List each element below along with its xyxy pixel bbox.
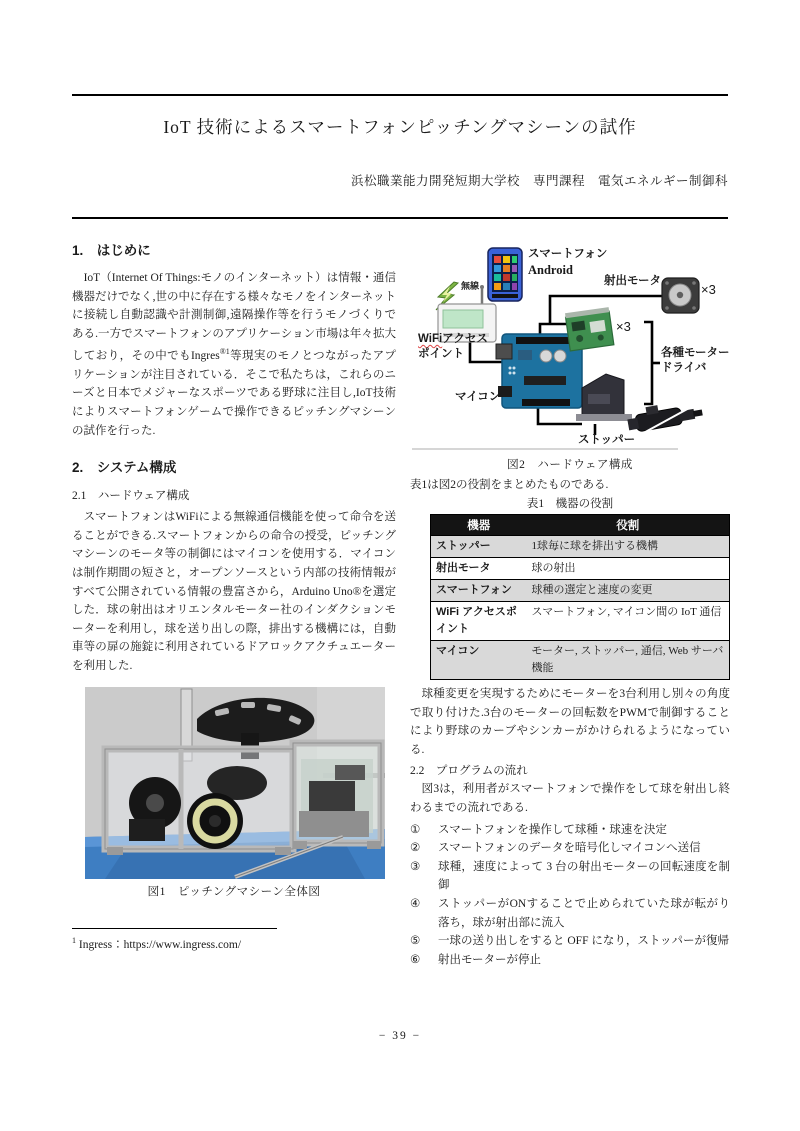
affiliation: 浜松職業能力開発短期大学校 専門課程 電気エネルギー制御科 [350,174,728,188]
table1-intro: 表1は図2の役割をまとめたものである. [410,479,609,491]
list-item: ③ 球種，速度によって 3 台の射出モーターの回転速度を制御 [410,860,730,892]
stepper-motor-icon [662,278,699,313]
figure2-hardware-diagram [410,238,730,453]
list-item: ⑥ 射出モーターが停止 [410,953,542,966]
label-microcontroller: マイコン [455,391,501,403]
label-wifi-access-point: WiFiアクセス ポイント [418,333,488,360]
list-item: ② スマートフォンのデータを暗号化しマイコンへ送信 [410,842,701,855]
list-item: ⑤ 一球の送り出しをすると OFF になり，ストッパーが復帰 [410,935,729,948]
footnote [72,936,396,952]
label-x3-motor: ×3 [701,282,716,297]
table1-device-roles [430,514,730,680]
section-2-1-paragraph: スマートフォンはWiFiによる無線通信機能を使って命令を送ることができる.スマートフォンからの命令の授受，ピッチングマシーンのモータ等の制御にはマイコンを使用する．マイコンは制作期間の短さと，オープンソースという内部の技術情報がすべて公開されている情報の豊富さから，Arduino Uno®を選定した．球の射出はオリエンタルモーター社のインダクションモーターを利用し，球を送り出しの際，排出する機構には，自動車等の扉の施錠に利用されているドアロックアクチュエーターを利用した. [72,511,396,672]
table-row: WiFi アクセスポイント スマートフォン, マイコン間の IoT 通信 [431,602,730,641]
header-rule-bottom [72,217,728,219]
table-row: マイコン モーター, ストッパー, 通信, Web サーバ機能 [431,641,730,680]
paragraph-after-table: 球種変更を実現するためにモーターを3台利用し別々の角度で取り付けた.3台のモーターの回転数をPWMで制御することにより野球のカーブやシンカーがかけられるようになっている. [410,688,730,756]
paper-title: IoT 技術によるスマートフォンピッチングマシーンの試作 [163,117,637,137]
table-row: 射出モータ 球の射出 [431,558,730,580]
label-stopper: ストッパー [578,434,636,446]
figure1-caption: 図1 ピッチングマシーン全体図 [147,885,321,898]
section-2-1-heading: 2.1 ハードウェア構成 [72,490,190,503]
section-2-heading: 2. システム構成 [72,460,177,476]
smartphone-icon [488,248,522,301]
label-wifi-word: WiFi [418,333,443,345]
label-wireless: 無線 [461,281,480,291]
table-header-row [431,515,730,536]
table1-caption: 表1 機器の役割 [526,498,614,510]
stopper-driver-icon [576,374,632,421]
label-launch-motor: 射出モータ [604,275,662,287]
program-flow-list [410,821,730,970]
section-1-paragraph [72,269,396,440]
ingress-trademark-superscript: ®1 [219,347,230,357]
footnote-marker: 1 [72,935,76,945]
section-1-heading: 1. はじめに [72,243,151,258]
right-column [410,238,730,969]
header-device: 機器 [431,515,527,536]
header-rule-top [72,94,728,96]
page-number: − 39 − [378,1030,422,1042]
label-motor-drivers: 各種モーター ドライバ [661,347,730,374]
motor-driver-board-icon [565,307,614,351]
figure2-caption: 図2 ハードウェア構成 [507,459,633,471]
label-x3-driver: ×3 [616,319,631,334]
label-smartphone: スマートフォン [528,248,608,260]
figure1-pitching-machine-photo [85,687,385,879]
table-row: ストッパー 1球毎に球を排出する機構 [431,536,730,558]
intro-text-pre: IoT（Internet Of Things:モノのインターネット）は情報・通信機器だけでなく,世の中に存在する様々なモノをインターネットに接続し自動認識や計測制御,遠隔操作等を行うモノづくりである.一方でスマートフォンのアプリケーション市場は年々拡大しており，その中でもIngres [72,272,396,363]
list-item: ① スマートフォンを操作して球種・球速を決定 [410,823,667,836]
section-2-2-heading: 2.2 プログラムの流れ [410,765,528,778]
label-android: Android [528,263,573,277]
section-2-2-paragraph: 図3は，利用者がスマートフォンで操作をして球を射出し終わるまでの流れである. [410,783,730,814]
header-role: 役割 [527,515,730,536]
footnote-text: Ingress：https://www.ingress.com/ [76,938,242,951]
table-row: スマートフォン 球種の選定と速度の変更 [431,580,730,602]
footnote-divider [72,928,277,929]
intro-text-post: 等現実のモノとつながったアプリケーションが注目されている．そこで私たちは，これらのニーズと日本でメジャーなスポーツである野球に注目し,IoT技術によりスマートフォンゲームで操作できるピッチングマシーンの試作を行った. [72,350,396,437]
list-item: ④ ストッパーがONすることで止められていた球が転がり落ち，球が射出部に流入 [410,897,730,929]
left-column [72,234,396,952]
